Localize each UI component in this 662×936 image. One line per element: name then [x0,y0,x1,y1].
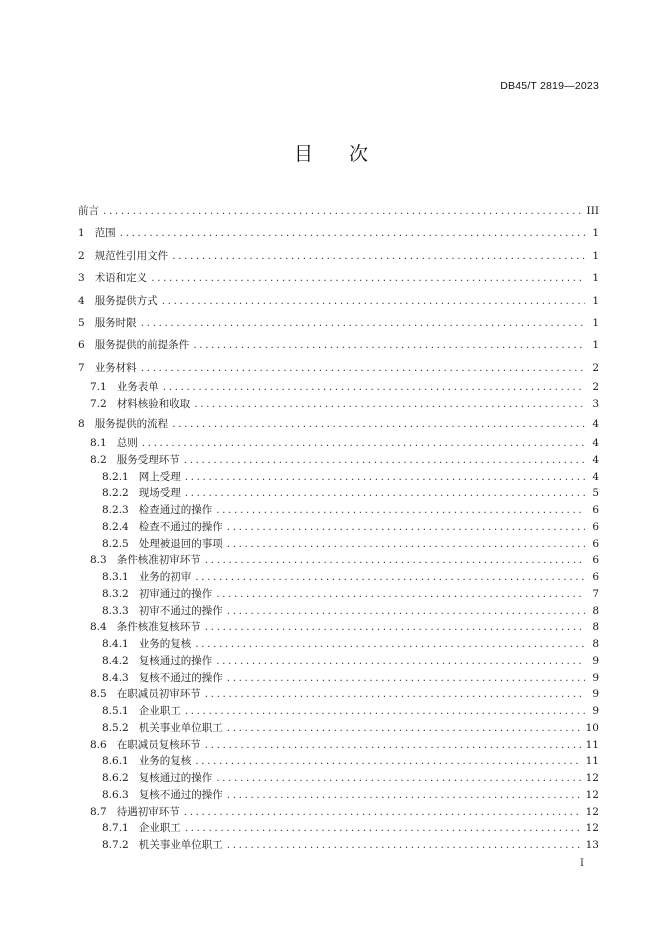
toc-entry[interactable] [78,379,599,396]
toc-entry-page: 6 [592,571,599,584]
toc-leader-dots [172,413,585,435]
toc-entry-number: 8.6.1 [102,755,129,768]
toc-leader-dots [141,357,585,379]
page-number: I [580,858,584,869]
toc-entry-page: 12 [585,805,599,818]
toc-entry-page: 2 [592,381,599,394]
toc-entry-page: 10 [585,721,599,734]
toc-entry[interactable] [78,820,599,837]
toc-entry-title: 处理被退回的事项 [138,537,223,550]
toc-entry-number: 8.6.3 [102,788,129,801]
toc-entry[interactable] [78,686,599,703]
toc-entry-number: 8.5.1 [102,705,129,718]
toc-entry-number: 2 [78,249,85,262]
toc-entry-title: 在职减员复核环节 [116,738,201,751]
toc-entry-number: 8.7.2 [102,839,129,852]
toc-entry-title: 复核不通过的操作 [138,788,223,801]
toc-entry-title: 服务提供的流程 [94,417,169,430]
toc-entry-page: 4 [592,437,599,450]
toc-entry-page: 13 [585,839,599,852]
toc-entry[interactable] [78,753,599,770]
toc-entry-title: 检查不通过的操作 [138,520,223,533]
toc-leader-dots [205,619,585,636]
toc-entry-page: 2 [592,361,599,374]
toc-entry[interactable] [78,452,599,469]
toc-entry-title: 业务材料 [94,361,137,374]
toc-entry[interactable] [78,770,599,787]
toc-entry-number: 3 [78,272,85,285]
toc-leader-dots [227,720,582,737]
toc-leader-dots [195,753,581,770]
toc-leader-dots [120,222,585,244]
page-title-char-2: 次 [349,143,369,165]
toc-leader-dots [216,586,585,603]
toc-entry[interactable] [78,737,599,754]
toc-leader-dots [227,536,585,553]
toc-entry[interactable] [78,396,599,413]
toc-entry-title: 待遇初审环节 [116,805,180,818]
toc-entry-page: 7 [592,587,599,600]
toc-entry-number: 8.5.2 [102,721,129,734]
toc-entry-title: 条件核准初审环节 [116,554,201,567]
toc-entry-title: 术语和定义 [94,272,148,285]
toc-entry-title: 范围 [94,227,116,240]
toc-leader-dots [185,820,582,837]
toc-entry-title: 业务的初审 [138,571,192,584]
toc-entry[interactable] [78,804,599,821]
toc-leader-dots [163,379,585,396]
toc-entry-title: 规范性引用文件 [94,249,169,262]
toc-entry-page: 6 [592,504,599,517]
toc-entry-page: 1 [592,316,599,329]
toc-leader-dots [195,636,585,653]
toc-entry[interactable] [78,603,599,620]
toc-entry-title: 初审通过的操作 [138,587,213,600]
toc-entry-title: 业务的复核 [138,755,192,768]
toc-entry-page: 11 [585,738,599,751]
toc-entry[interactable] [78,619,599,636]
toc-leader-dots [172,245,585,267]
toc-entry[interactable] [78,837,599,854]
page-title [0,139,662,166]
toc-entry[interactable] [78,312,599,334]
toc-entry-page: 4 [592,470,599,483]
toc-entry[interactable] [78,636,599,653]
toc-entry[interactable] [78,245,599,267]
toc-leader-dots [185,485,585,502]
toc-entry-number: 8.2.4 [102,520,129,533]
toc-leader-dots [195,569,585,586]
toc-entry-page: 4 [592,453,599,466]
toc-entry-number: 5 [78,316,85,329]
toc-entry[interactable] [78,267,599,289]
toc-entry[interactable] [78,586,599,603]
toc-entry[interactable] [78,485,599,502]
toc-leader-dots [151,267,585,289]
toc-entry[interactable] [78,519,599,536]
toc-entry-number: 8.2.2 [102,487,129,500]
toc-entry-number: 8.4 [90,621,107,634]
toc-entry[interactable] [78,469,599,486]
toc-entry-title: 检查通过的操作 [138,504,213,517]
toc-entry-page: III [586,205,599,217]
toc-entry-page: 1 [592,249,599,262]
toc-entry-title: 服务提供方式 [94,294,158,307]
toc-entry-title: 材料核验和收取 [116,397,191,410]
toc-entry-title: 企业职工 [138,705,181,718]
toc-entry-number: 8.7.1 [102,822,129,835]
toc-entry[interactable] [78,290,599,312]
table-of-contents [78,200,599,854]
toc-entry-number: 8.2.5 [102,537,129,550]
toc-entry-title: 初审不通过的操作 [138,604,223,617]
toc-entry[interactable] [78,787,599,804]
toc-entry-number: 8 [78,417,85,430]
toc-entry[interactable] [78,200,599,222]
toc-entry-number: 7 [78,361,85,374]
toc-entry-number: 4 [78,294,85,307]
toc-entry-title: 企业职工 [138,822,181,835]
toc-entry-page: 9 [592,688,599,701]
toc-entry-number: 8.2 [90,453,107,466]
toc-entry-number: 8.3 [90,554,107,567]
toc-entry-page: 3 [592,397,599,410]
toc-entry-page: 11 [585,755,599,768]
toc-entry-page: 1 [592,294,599,307]
toc-entry-title: 现场受理 [138,487,181,500]
toc-entry-page: 9 [592,654,599,667]
toc-leader-dots [193,334,585,356]
toc-leader-dots [103,200,583,222]
toc-entry-page: 12 [585,772,599,785]
toc-entry-title: 复核通过的操作 [138,772,213,785]
toc-entry-page: 6 [592,520,599,533]
toc-leader-dots [185,703,585,720]
toc-entry-number: 8.2.1 [102,470,129,483]
toc-entry-number: 8.3.1 [102,571,129,584]
toc-entry-page: 9 [592,705,599,718]
toc-entry-page: 1 [592,227,599,240]
toc-entry-page: 1 [592,339,599,352]
toc-leader-dots [185,469,585,486]
toc-entry-number: 8.4.1 [102,638,129,651]
toc-entry-title: 复核不通过的操作 [138,671,223,684]
standard-code: DB45/T 2819—2023 [500,80,599,92]
toc-entry-page: 8 [592,621,599,634]
toc-entry[interactable] [78,536,599,553]
toc-leader-dots [141,312,585,334]
toc-entry-number: 8.3.3 [102,604,129,617]
toc-leader-dots [205,552,585,569]
toc-entry-number: 7.2 [90,397,107,410]
toc-entry-number: 1 [78,227,85,240]
toc-entry-page: 12 [585,822,599,835]
toc-entry-title: 总则 [116,437,138,450]
toc-entry[interactable] [78,703,599,720]
toc-entry-number: 8.4.3 [102,671,129,684]
toc-entry-number: 6 [78,339,85,352]
toc-entry-number: 8.6 [90,738,107,751]
toc-entry-title: 复核通过的操作 [138,654,213,667]
toc-leader-dots [205,737,582,754]
toc-leader-dots [184,452,585,469]
toc-leader-dots [227,519,585,536]
toc-entry-page: 6 [592,554,599,567]
toc-leader-dots [227,603,585,620]
toc-leader-dots [227,787,582,804]
toc-entry-number: 8.5 [90,688,107,701]
toc-entry-title: 服务时限 [94,316,137,329]
toc-entry[interactable] [78,720,599,737]
toc-leader-dots [162,290,585,312]
toc-entry-number: 8.3.2 [102,587,129,600]
toc-entry-number: 8.2.3 [102,504,129,517]
toc-entry-page: 5 [592,487,599,500]
toc-entry[interactable] [78,413,599,435]
toc-entry-page: 9 [592,671,599,684]
toc-entry-title: 网上受理 [138,470,181,483]
toc-entry[interactable] [78,569,599,586]
toc-entry[interactable] [78,435,599,452]
toc-leader-dots [216,770,581,787]
toc-entry-title: 前言 [78,205,99,217]
toc-leader-dots [194,396,585,413]
toc-entry[interactable] [78,502,599,519]
toc-leader-dots [227,670,585,687]
toc-entry[interactable] [78,222,599,244]
toc-entry-number: 8.4.2 [102,654,129,667]
toc-leader-dots [216,653,585,670]
toc-entry-page: 8 [592,604,599,617]
toc-entry-number: 7.1 [90,381,107,394]
toc-entry-title: 机关事业单位职工 [138,721,223,734]
toc-entry[interactable] [78,357,599,379]
toc-entry[interactable] [78,653,599,670]
toc-entry-page: 8 [592,638,599,651]
toc-entry-number: 8.1 [90,437,107,450]
toc-leader-dots [227,837,582,854]
toc-entry-title: 业务表单 [116,381,159,394]
toc-leader-dots [205,686,585,703]
toc-entry[interactable] [78,334,599,356]
toc-entry-number: 8.6.2 [102,772,129,785]
toc-entry-page: 6 [592,537,599,550]
toc-entry-title: 服务受理环节 [116,453,180,466]
page-title-char-1: 目 [293,143,313,165]
toc-entry[interactable] [78,552,599,569]
toc-leader-dots [184,804,582,821]
toc-entry[interactable] [78,670,599,687]
toc-entry-page: 1 [592,272,599,285]
toc-entry-title: 条件核准复核环节 [116,621,201,634]
toc-entry-title: 服务提供的前提条件 [94,339,190,352]
toc-entry-page: 12 [585,788,599,801]
toc-leader-dots [142,435,585,452]
toc-entry-page: 4 [592,417,599,430]
toc-entry-title: 在职减员初审环节 [116,688,201,701]
toc-entry-title: 业务的复核 [138,638,192,651]
toc-leader-dots [216,502,585,519]
toc-entry-title: 机关事业单位职工 [138,839,223,852]
toc-entry-number: 8.7 [90,805,107,818]
